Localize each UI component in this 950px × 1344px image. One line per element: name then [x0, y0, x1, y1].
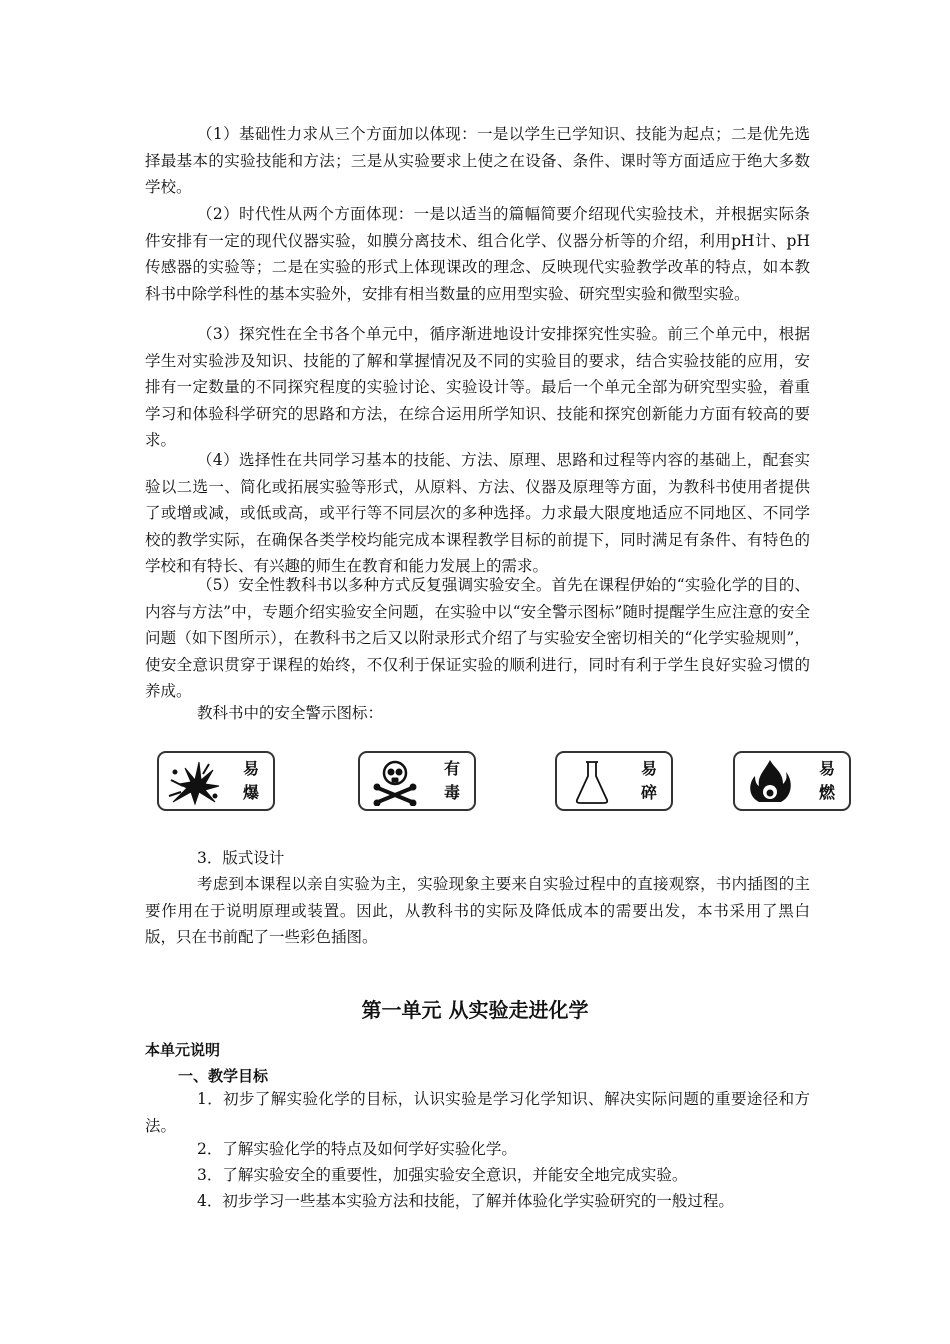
flammable-label — [813, 757, 841, 805]
flammable-char-2: 燃 — [818, 783, 835, 802]
explosive-char-1: 易 — [242, 759, 259, 778]
fragile-char-1: 易 — [640, 759, 657, 778]
explosive-sign — [157, 751, 275, 811]
goal-item-1: 1．初步了解实验化学的目标，认识实验是学习化学知识、解决实际问题的重要途径和方法。 — [145, 1090, 810, 1135]
explosion-icon — [165, 758, 223, 806]
toxic-char-2: 毒 — [443, 783, 460, 802]
skull-crossbones-icon — [366, 758, 424, 806]
safety-icons-row — [157, 751, 851, 815]
paragraph-inquiry: （3）探究性在全书各个单元中，循序渐进地设计安排探究性实验。前三个单元中，根据学生对实验涉及知识、技能的了解和掌握情况及不同的实验目的要求，结合实验技能的应用，安排有一定数量的不同探究程度的实验讨论、实验设计等。最后一个单元全部为研究型实验，着重学习和体验科学研究的思路和方法，在综合运用所学知识、技能和探究创新能力方面有较高的要求。 — [145, 325, 810, 450]
layout-paragraph: 考虑到本课程以亲自实验为主，实验现象主要来自实验过程中的直接观察，书内插图的主要作用在于说明原理或装置。因此，从教科书的实际及降低成本的需要出发，本书采用了黑白版，只在书前配了一些彩色插图。 — [145, 875, 810, 947]
toxic-sign — [358, 751, 476, 811]
layout-heading: 3．版式设计 — [197, 849, 285, 867]
flask-icon — [563, 758, 621, 806]
flame-icon — [741, 758, 799, 806]
goal-item-4: 4．初步学习一些基本实验方法和技能，了解并体验化学实验研究的一般过程。 — [197, 1192, 734, 1210]
fragile-label — [635, 757, 663, 805]
toxic-char-1: 有 — [443, 759, 460, 778]
goal-item-2: 2．了解实验化学的特点及如何学好实验化学。 — [197, 1140, 517, 1158]
paragraph-safety: （5）安全性教科书以多种方式反复强调实验安全。首先在课程伊始的“实验化学的目的、内容与方法”中，专题介绍实验安全问题，在实验中以“安全警示图标”随时提醒学生应注意的安全问题（如下图所示），在教科书之后又以附录形式介绍了与实验安全密切相关的“化学实验规则”，使安全意识贯穿于课程的始终，不仅利于保证实验的顺利进行，同时有利于学生良好实验习惯的养成。 — [145, 576, 810, 701]
fragile-sign — [555, 751, 673, 811]
goal-item-3: 3．了解实验安全的重要性，加强实验安全意识，并能安全地完成实验。 — [197, 1166, 688, 1184]
toxic-label — [438, 757, 466, 805]
paragraph-modern: （2）时代性从两个方面体现：一是以适当的篇幅简要介绍现代实验技术，并根据实际条件安排有一定的现代仪器实验，如膜分离技术、组合化学、仪器分析等的介绍，利用pH计、pH传感器的实验等；二是在实验的形式上体现课改的理念、反映现代实验教学改革的特点，如本教科书中除学科性的基本实验外，安排有相当数量的应用型实验、研究型实验和微型实验。 — [145, 205, 810, 303]
flammable-char-1: 易 — [818, 759, 835, 778]
icons-caption: 教科书中的安全警示图标： — [197, 704, 384, 722]
paragraph-choice: （4）选择性在共同学习基本的技能、方法、原理、思路和过程等内容的基础上，配套实验以二选一、简化或拓展实验等形式，从原料、方法、仪器及原理等方面，为教科书使用者提供了或增或减，或低或高，或平行等不同层次的多种选择。力求最大限度地适应不同地区、不同学校的教学实际，在确保各类学校均能完成本课程教学目标的前提下，同时满足有条件、有特色的学校和有特长、有兴趣的师生在教育和能力发展上的需求。 — [145, 451, 810, 576]
unit-note-heading: 本单元说明 — [145, 1041, 221, 1059]
explosive-char-2: 爆 — [242, 783, 259, 802]
paragraph-basic: （1）基础性力求从三个方面加以体现：一是以学生已学知识、技能为起点；二是优先选择最基本的实验技能和方法；三是从实验要求上使之在设备、条件、课时等方面适应于绝大多数学校。 — [145, 125, 810, 197]
explosive-label — [237, 757, 265, 805]
flammable-sign — [733, 751, 851, 811]
unit-title: 第一单元 从实验走进化学 — [361, 998, 589, 1022]
fragile-char-2: 碎 — [640, 783, 657, 802]
goals-heading: 一、教学目标 — [178, 1067, 269, 1085]
